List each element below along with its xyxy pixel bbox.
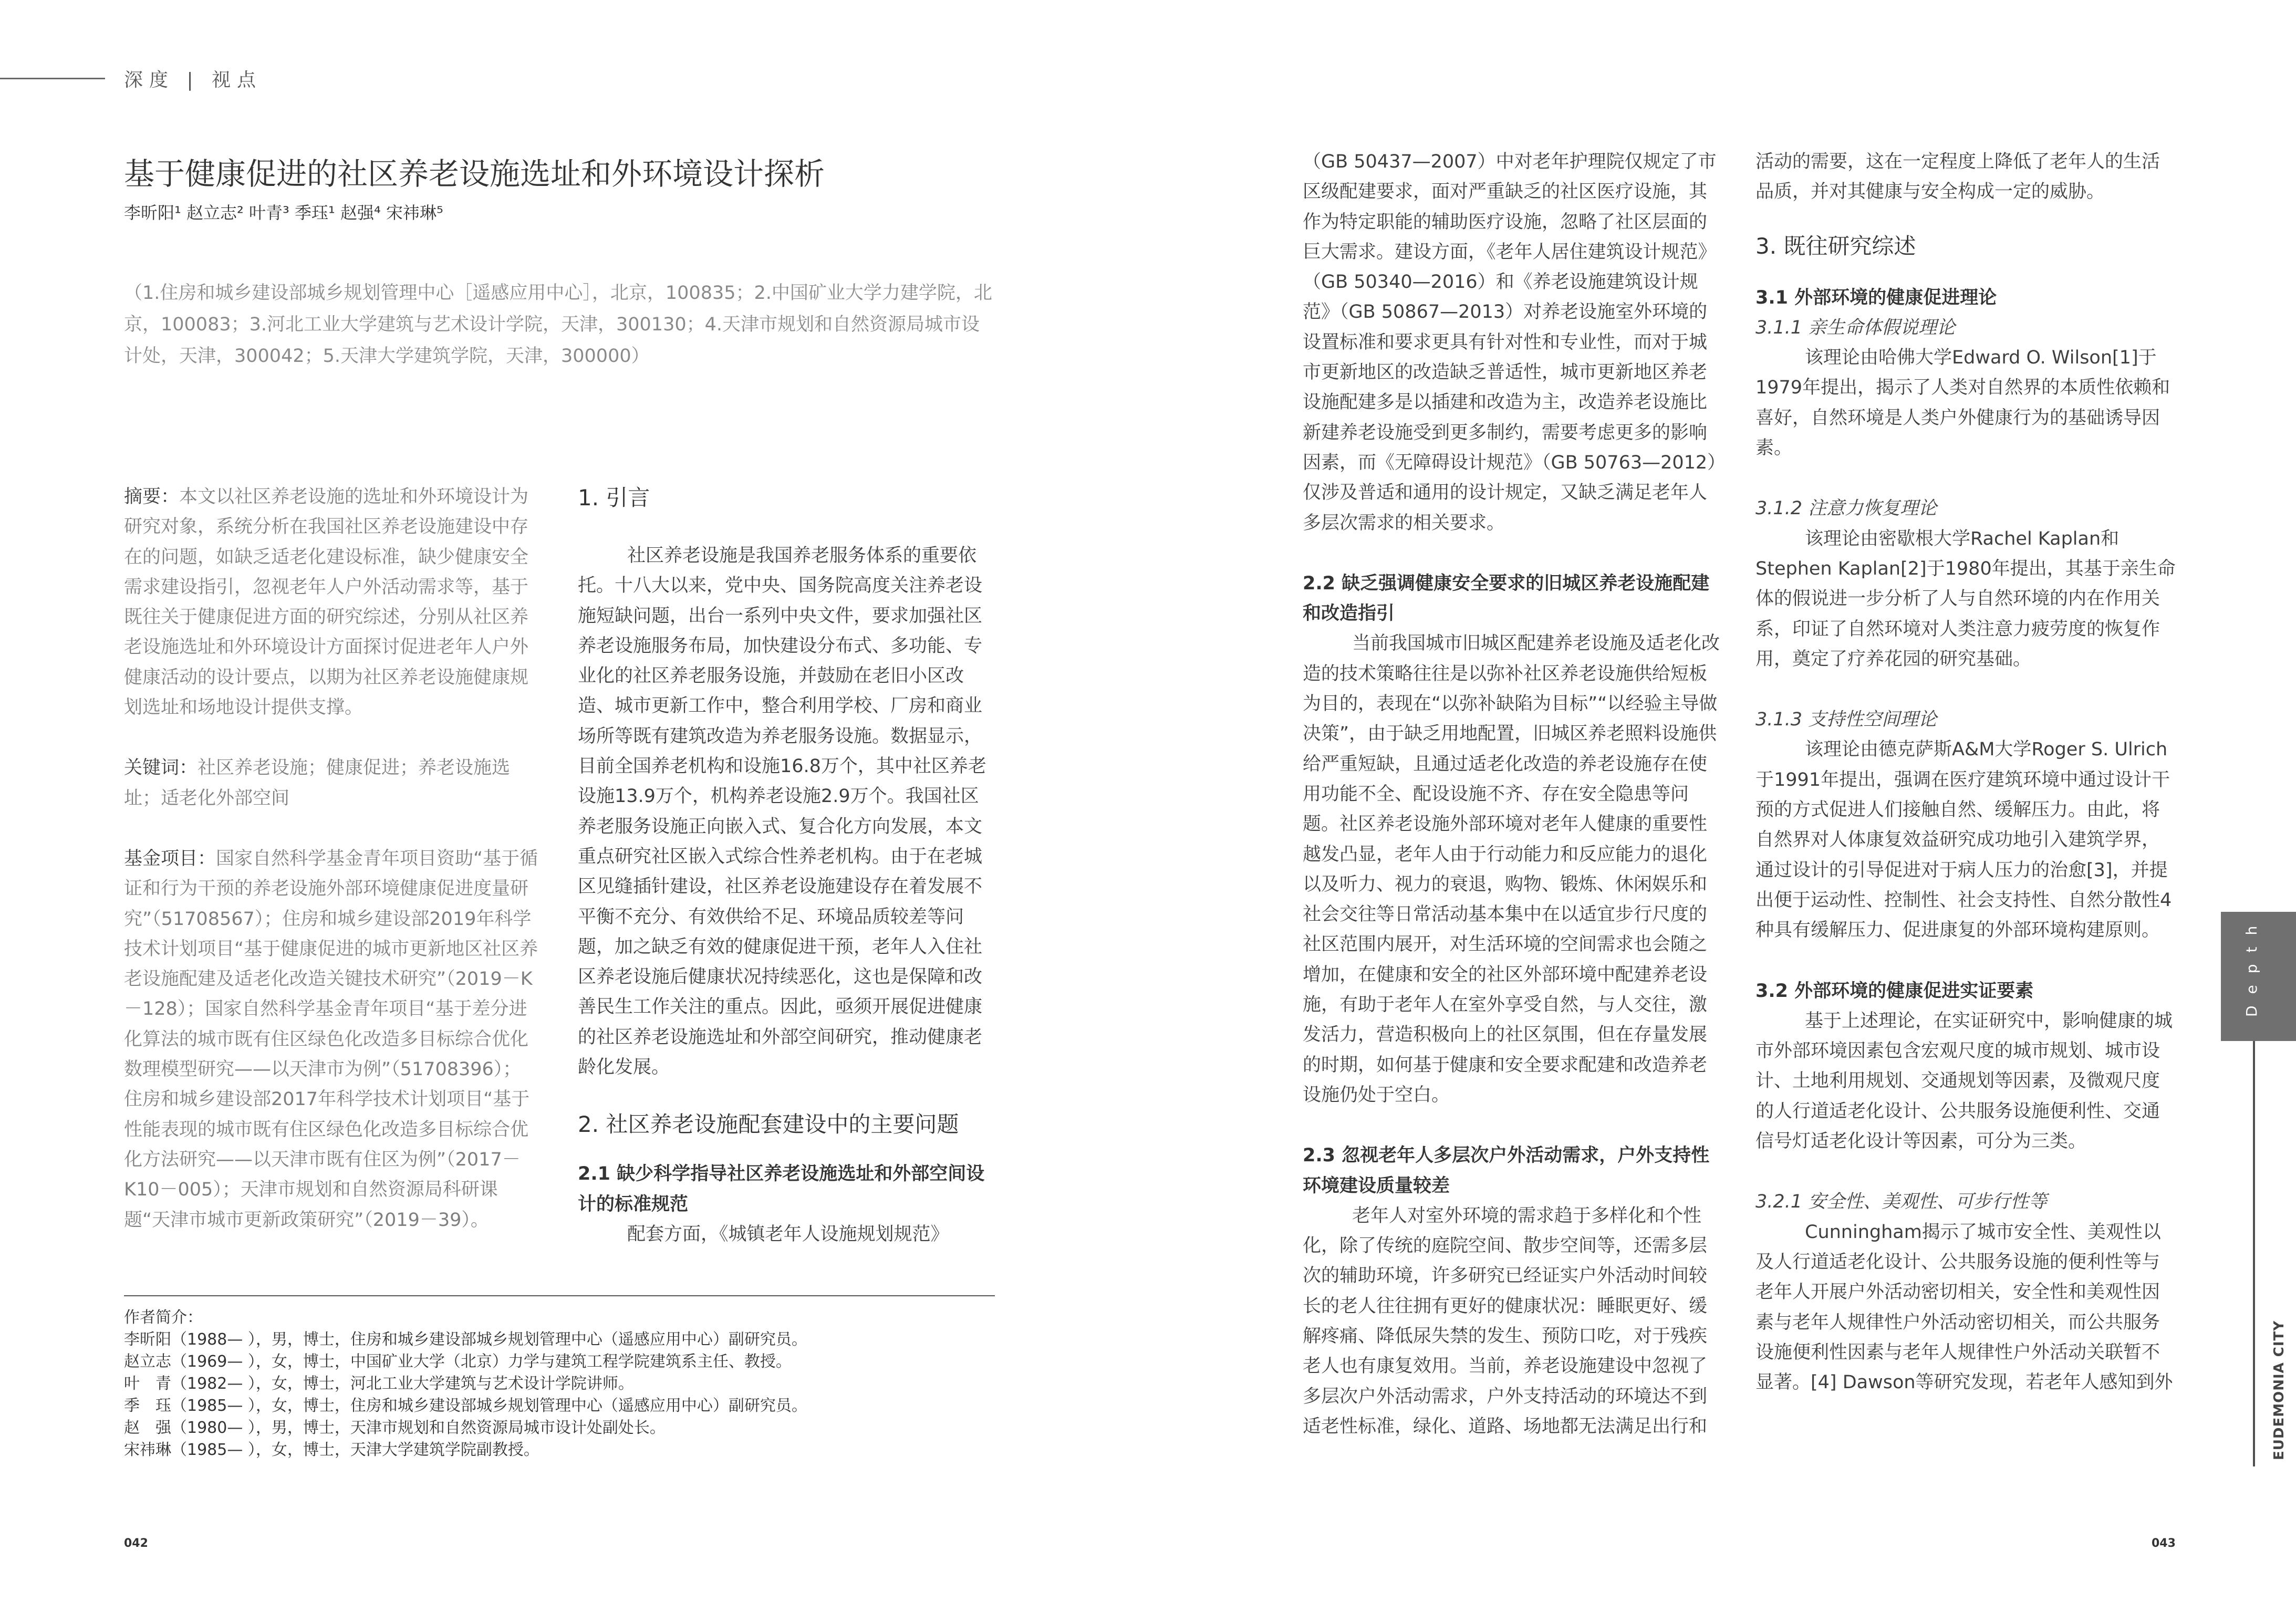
bio-line: 季 珏（1985— ），女，博士，住房和城乡建设部城乡规划管理中心（遥感应用中心）副研究员。 [124,1397,807,1415]
section-heading: 1. 引言 [578,485,650,511]
funding-label: 基金项目： [124,848,216,869]
body-paragraph: 活动的需要，这在一定程度上降低了老年人的生活品质，并对其健康与安全构成一定的威胁。 [1755,151,2160,203]
header-rule [0,78,105,79]
page-number-left: 042 [124,1537,148,1550]
abstract-label: 摘要： [124,486,180,507]
body-paragraph: 该理论由德克萨斯A&M大学Roger S. Ulrich于1991年提出，强调在医疗建筑环境中通过设计干预的方式促进人们接触自然、缓解压力。由此，将自然界对人体康复效益研究成功地引入建筑学界，通过设计的引导促进对于病人压力的治愈[3]，并提出便于运动性、控制性、社会支持性、自然分散性4种具有缓解压力、促进康复的外部环境构建原则。 [1755,739,2172,941]
body-paragraph: 老年人对室外环境的需求趋于多样化和个性化，除了传统的庭院空间、散步空间等，还需多层次的辅助环境，许多研究已经证实户外活动时间较长的老人往往拥有更好的健康状况：睡眠更好、缓解疼痛、降低尿失禁的发生、预防口吃，对于残疾老人也有康复效用。当前，养老设施建设中忽视了多层次户外活动需求，户外支持活动的环境达不到适老性标准，绿化、道路、场地都无法满足出行和 [1303,1205,1708,1437]
article-title: 基于健康促进的社区养老设施选址和外环境设计探析 [124,156,825,192]
keywords-label: 关键词： [124,757,198,779]
subsection-heading: 3.2 外部环境的健康促进实证要素 [1755,980,2034,1002]
magazine-side-label: EUDEMONIA CITY [2271,1320,2287,1460]
body-paragraph: 该理论由哈佛大学Edward O. Wilson[1]于1979年提出，揭示了人类对自然界的本质性依赖和喜好，自然环境是人类户外健康行为的基础诱导因素。 [1755,347,2170,459]
section-side-tab [2221,912,2296,1041]
page-number-right: 043 [2152,1537,2176,1550]
keywords-text: 社区养老设施；健康促进；养老设施选址；适老化外部空间 [124,757,511,809]
bio-line: 宋祎琳（1985— ），女，博士，天津大学建筑学院副教授。 [124,1441,539,1459]
body-paragraph: Cunningham揭示了城市安全性、美观性以及人行道适老化设计、公共服务设施的便利性等与老年人开展户外活动密切相关，安全性和美观性因素与老年人规律性户外活动密切相关，而公共服务设施便利性因素与老年人规律性户外活动关联暂不显著。[4] Dawson等研究发现，若老年人感知到外 [1755,1221,2173,1393]
funding [124,844,539,1235]
bio-line: 赵 强（1980— ），男，博士，天津市规划和自然资源局城市设计处副处长。 [124,1419,666,1437]
subsection-heading: 2.1 缺少科学指导社区养老设施选址和外部空间设计的标准规范 [578,1163,985,1215]
abstract-column [124,482,539,1235]
subsubsection-heading: 3.1.1 亲生命体假说理论 [1755,317,1956,338]
bio-divider [124,1295,995,1296]
body-paragraph: 当前我国城市旧城区配建养老设施及适老化改造的技术策略往往是以弥补社区养老设施供给短板为目的，表现在“以弥补缺陷为目标”“以经验主导做决策”，由于缺乏用地配置，旧城区养老照料设施供给严重短缺，且通过适老化改造的养老设施存在使用功能不全、配设设施不齐、存在安全隐患等问题。社区养老设施外部环境对老年人健康的重要性越发凸显，老年人由于行动能力和反应能力的退化以及听力、视力的衰退，购物、锻炼、休闲娱乐和社会交往等日常活动基本集中在以适宜步行尺度的社区范围内展开，对生活环境的空间需求也会随之增加，在健康和安全的社区外部环境中配建养老设施，有助于老年人在室外享受自然，与人交往，激发活力，营造积极向上的社区氛围，但在存量发展的时期，如何基于健康和安全要求配建和改造养老设施仍处于空白。 [1303,633,1720,1106]
keywords [124,753,539,814]
subsection-heading: 2.2 缺乏强调健康安全要求的旧城区养老设施配建和改造指引 [1303,573,1710,625]
subsubsection-heading: 3.1.2 注意力恢复理论 [1755,498,1937,519]
body-paragraph: 配套方面，《城镇老年人设施规划规范》 [627,1223,949,1245]
body-paragraph: （GB 50437—2007）中对老年护理院仅规定了市区级配建要求，面对严重缺乏的社区医疗设施，其作为特定职能的辅助医疗设施，忽略了社区层面的巨大需求。建设方面，《老年人居住建筑设计规范》（GB 50340—2016）和《养老设施建筑设计规范》（GB 50867—2013）对养老设施室外环境的设置标准和要求更具有针对性和专业性，而对于城市更新地区的改造缺乏普适性，城市更新地区养老设施配建多是以插建和改造为主，改造养老设施比新建养老设施受到更多制约，需要考虑更多的影响因素，而《无障碍设计规范》（GB 50763—2012）仅涉及普适和通用的设计规定，又缺乏满足老年人多层次需求的相关要求。 [1303,151,1717,534]
body-column-4 [1755,147,2176,1398]
section-header: 深度 | 视点 [124,69,263,91]
body-paragraph: 该理论由密歇根大学Rachel Kaplan和Stephen Kaplan[2]于1980年提出，其基于亲生命体的假说进一步分析了人与自然环境的内在作用关系，印证了自然环境对人类注意力疲劳度的恢复作用，奠定了疗养花园的研究基础。 [1755,528,2176,670]
subsection-heading: 2.3 忽视老年人多层次户外活动需求，户外支持性环境建设质量较差 [1303,1145,1710,1196]
subsection-heading: 3.1 外部环境的健康促进理论 [1755,287,1997,308]
affiliations: （1.住房和城乡建设部城乡规划管理中心［遥感应用中心］，北京，100835；2.中国矿业大学力建学院，北京，100083；3.河北工业大学建筑与艺术设计学院，天津，300130；4.天津市规划和自然资源局城市设计处，天津，300042；5.天津大学建筑学院，天津，300000） [124,283,992,367]
bio-line: 李昕阳（1988— ），男，博士，住房和城乡建设部城乡规划管理中心（遥感应用中心）副研究员。 [124,1330,807,1349]
author-bios [124,1307,996,1461]
abstract [124,482,539,723]
author-list: 李昕阳¹ 赵立志² 叶青³ 季珏¹ 赵强⁴ 宋祎琳⁵ [124,203,443,223]
funding-text: 国家自然科学基金青年项目资助“基于循证和行为干预的养老设施外部环境健康促进度量研究”（51708567）；住房和城乡建设部2019年科学技术计划项目“基于健康促进的城市更新地区社区养老设施配建及适老化改造关键技术研究”（2019－K－128）；国家自然科学基金青年项目“基于差分进化算法的城市既有住区绿色化改造多目标综合优化数理模型研究——以天津市为例”（51708396）；住房和城乡建设部2017年科学技术计划项目“基于性能表现的城市既有住区绿色化改造多目标综合优化方法研究——以天津市既有住区为例”（2017－K10－005）；天津市规划和自然资源局科研课题“天津市城市更新政策研究”（2019－39）。 [124,848,538,1231]
bio-heading: 作者简介： [124,1308,203,1327]
bio-line: 叶 青（1982— ），女，博士，河北工业大学建筑与艺术设计学院讲师。 [124,1375,634,1393]
subsubsection-heading: 3.1.3 支持性空间理论 [1755,709,1937,731]
bio-line: 赵立志（1969— ），女，博士，中国矿业大学（北京）力学与建筑工程学院建筑系主任、教授。 [124,1352,792,1371]
side-tab-label: Depth [2243,914,2260,1017]
section-heading: 2. 社区养老设施配套建设中的主要问题 [578,1111,959,1138]
abstract-text: 本文以社区养老设施的选址和外环境设计为研究对象，系统分析在我国社区养老设施建设中存在的问题，如缺乏适老化建设标准，缺少健康安全需求建设指引，忽视老年人户外活动需求等，基于既往关于健康促进方面的研究综述，分别从社区养老设施选址和外环境设计方面探讨促进老年人户外健康活动的设计要点，以期为社区养老设施健康规划选址和场地设计提供支撑。 [124,486,529,719]
subsubsection-heading: 3.2.1 安全性、美观性、可步行性等 [1755,1191,2048,1213]
body-column-3 [1303,147,1723,1442]
body-paragraph: 基于上述理论，在实证研究中，影响健康的城市外部环境因素包含宏观尺度的城市规划、城市设计、土地利用规划、交通规划等因素，及微观尺度的人行道适老化设计、公共服务设施便利性、交通信号灯适老化设计等因素，可分为三类。 [1755,1010,2173,1152]
section-heading: 3. 既往研究综述 [1755,233,1916,259]
side-rule [2253,1041,2255,1466]
body-column-2 [578,482,993,1250]
body-paragraph: 社区养老设施是我国养老服务体系的重要依托。十八大以来，党中央、国务院高度关注养老设施短缺问题，出台一系列中央文件，要求加强社区养老设施服务布局，加快建设分布式、多功能、专业化的社区养老服务设施，并鼓励在老旧小区改造、城市更新工作中，整合利用学校、厂房和商业场所等既有建筑改造为养老服务设施。数据显示，目前全国养老机构和设施16.8万个，其中社区养老设施13.9万个，机构养老设施2.9万个。我国社区养老服务设施正向嵌入式、复合化方向发展，本文重点研究社区嵌入式综合性养老机构。由于在老城区见缝插针建设，社区养老设施建设存在着发展不平衡不充分、有效供给不足、环境品质较差等问题，加之缺乏有效的健康促进干预，老年人入住社区养老设施后健康状况持续恶化，这也是保障和改善民生工作关注的重点。因此，亟须开展促进健康的社区养老设施选址和外部空间研究，推动健康老龄化发展。 [578,545,986,1078]
